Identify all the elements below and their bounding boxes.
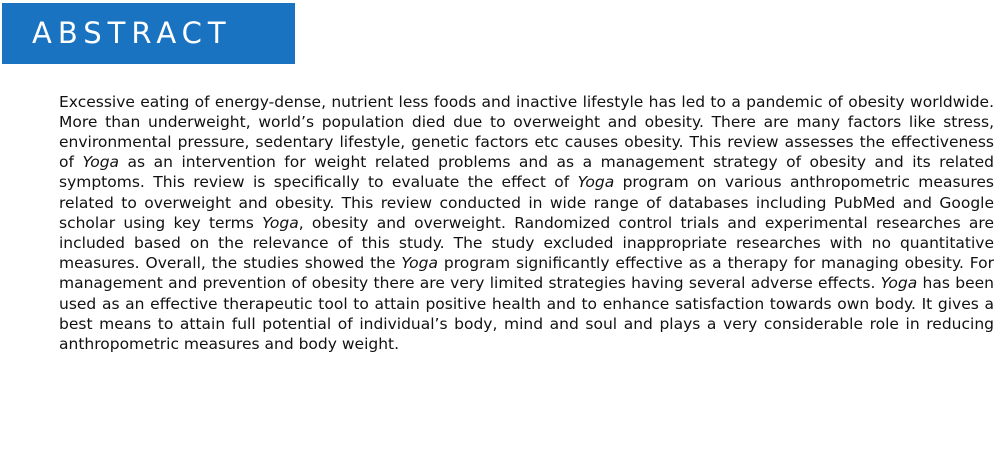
abstract-heading: ABSTRACT (32, 16, 232, 50)
abstract-paragraph (59, 92, 994, 355)
abstract-term-yoga: Yoga (401, 254, 439, 273)
abstract-text-segment: Excessive eating of energy-dense, nutrient less foods and inactive lifestyle has led to a pandemic of obesity worldwide. More than underweight, world’s population died due to overweight and obesity. There are many factors like stress, environmental pressure, sedentary lifestyle, genetic factors etc causes obesity. This review assesses the effectiveness of (59, 92, 994, 172)
abstract-heading-banner (2, 3, 295, 64)
abstract-text-segment: program on various anthropometric measures related to overweight and obesity. This review conducted in wide range of databases including PubMed and Google scholar using key terms (59, 173, 994, 232)
abstract-text-segment: , obesity and overweight. Randomized control trials and experimental researches are included based on the relevance of this study. The study excluded inappropriate researches with no quantitative measures. Overall, the studies showed the (59, 213, 994, 273)
abstract-text-segment: as an intervention for weight related problems and as a management strategy of obesity and its related symptoms. This review is specifically to evaluate the effect of (59, 153, 994, 192)
abstract-text-segment: has been used as an effective therapeutic tool to attain positive health and to enhance satisfaction towards own body. It gives a best means to attain full potential of individual’s body, mind and soul and plays a very considerable role in reducing anthropometric measures and body weight. (59, 274, 994, 353)
abstract-term-yoga: Yoga (262, 213, 299, 232)
abstract-term-yoga: Yoga (577, 173, 615, 192)
abstract-text-segment: program significantly effective as a therapy for managing obesity. For management and prevention of obesity there are very limited strategies having several adverse effects. (59, 254, 995, 293)
abstract-term-yoga: Yoga (880, 274, 918, 293)
abstract-term-yoga: Yoga (82, 153, 120, 172)
